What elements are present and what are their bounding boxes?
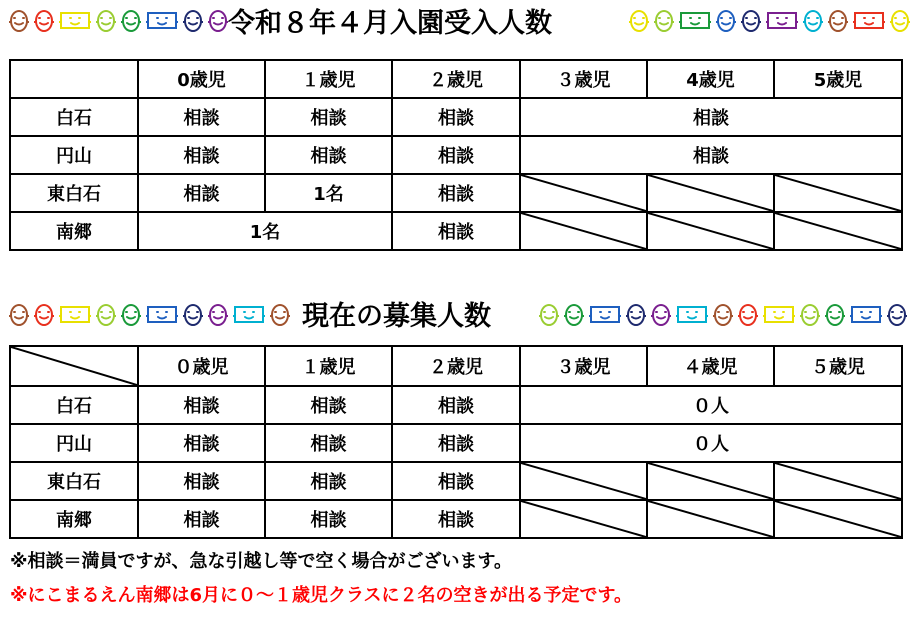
diagonal-line bbox=[648, 213, 773, 249]
doodle-character-icon bbox=[849, 302, 883, 328]
age-header: １歳児 bbox=[265, 346, 392, 386]
branch-name: 南郷 bbox=[10, 212, 138, 250]
table-cell: 相談 bbox=[265, 500, 392, 538]
not-applicable-cell bbox=[647, 462, 774, 500]
doodle-character-icon bbox=[653, 8, 675, 34]
doodle-character-icon bbox=[737, 302, 759, 328]
table-cell: 相談 bbox=[138, 424, 265, 462]
not-applicable-cell bbox=[520, 500, 647, 538]
branch-name: 円山 bbox=[10, 424, 138, 462]
not-applicable-cell bbox=[520, 462, 647, 500]
doodle-character-icon bbox=[650, 302, 672, 328]
doodle-character-icon bbox=[628, 8, 650, 34]
age-header: 4歳児 bbox=[647, 60, 774, 98]
footnote-vacancy: ※にこまるえん南郷は6月に０～１歳児クラスに２名の空きが出る予定です。 bbox=[10, 585, 633, 606]
table-cell-merged: 相談 bbox=[520, 98, 902, 136]
table-row bbox=[10, 386, 902, 424]
not-applicable-cell bbox=[774, 174, 902, 212]
diagonal-line bbox=[648, 501, 773, 537]
branch-name: 白石 bbox=[10, 98, 138, 136]
table-row bbox=[10, 174, 902, 212]
doodle-character-icon bbox=[145, 302, 179, 328]
table-cell: 相談 bbox=[138, 174, 265, 212]
doodle-character-icon bbox=[715, 8, 737, 34]
table-cell: 相談 bbox=[265, 462, 392, 500]
doodle-character-icon bbox=[538, 302, 560, 328]
age-header: ２歳児 bbox=[392, 60, 520, 98]
doodle-character-icon bbox=[58, 302, 92, 328]
doodle-character-icon bbox=[207, 302, 229, 328]
corner-cell bbox=[10, 346, 138, 386]
doodle-character-icon bbox=[678, 8, 712, 34]
decoration-right-2 bbox=[538, 300, 908, 330]
header-row bbox=[10, 346, 902, 386]
diagonal-line bbox=[521, 501, 646, 537]
not-applicable-cell bbox=[774, 462, 902, 500]
table-row bbox=[10, 424, 902, 462]
diagonal-line bbox=[775, 175, 901, 211]
branch-name: 白石 bbox=[10, 386, 138, 424]
table-cell: 相談 bbox=[392, 424, 520, 462]
branch-name: 南郷 bbox=[10, 500, 138, 538]
table-cell: 相談 bbox=[392, 98, 520, 136]
table-cell: 相談 bbox=[265, 386, 392, 424]
diagonal-line bbox=[775, 463, 901, 499]
doodle-character-icon bbox=[33, 8, 55, 34]
decoration-left-1 bbox=[8, 6, 229, 36]
doodle-character-icon bbox=[886, 302, 908, 328]
doodle-character-icon bbox=[799, 302, 821, 328]
doodle-character-icon bbox=[58, 8, 92, 34]
not-applicable-cell bbox=[774, 212, 902, 250]
doodle-character-icon bbox=[712, 302, 734, 328]
doodle-character-icon bbox=[33, 302, 55, 328]
diagonal-line bbox=[648, 463, 773, 499]
age-header: ２歳児 bbox=[392, 346, 520, 386]
not-applicable-cell bbox=[520, 212, 647, 250]
table-row bbox=[10, 98, 902, 136]
diagonal-line bbox=[521, 175, 646, 211]
doodle-character-icon bbox=[182, 302, 204, 328]
section1-title: 令和８年４月入園受入人数 bbox=[228, 8, 552, 39]
recruitment-table bbox=[9, 345, 903, 539]
doodle-character-icon bbox=[269, 302, 291, 328]
table-cell: 相談 bbox=[392, 462, 520, 500]
intake-table bbox=[9, 59, 903, 251]
table-cell: 相談 bbox=[392, 500, 520, 538]
age-header: ３歳児 bbox=[520, 60, 647, 98]
age-header: ４歳児 bbox=[647, 346, 774, 386]
doodle-character-icon bbox=[625, 302, 647, 328]
doodle-character-icon bbox=[765, 8, 799, 34]
table-cell: 相談 bbox=[392, 212, 520, 250]
doodle-character-icon bbox=[120, 302, 142, 328]
table-cell: 相談 bbox=[392, 136, 520, 174]
table-cell-merged: 1名 bbox=[138, 212, 392, 250]
diagonal-line bbox=[775, 213, 901, 249]
table-cell: 相談 bbox=[138, 462, 265, 500]
table-row bbox=[10, 462, 902, 500]
diagonal-line bbox=[521, 463, 646, 499]
doodle-character-icon bbox=[889, 8, 911, 34]
age-header: ０歳児 bbox=[138, 346, 265, 386]
doodle-character-icon bbox=[8, 302, 30, 328]
doodle-character-icon bbox=[232, 302, 266, 328]
table-cell: 相談 bbox=[138, 98, 265, 136]
table-cell: 相談 bbox=[265, 136, 392, 174]
table-cell: 相談 bbox=[138, 386, 265, 424]
branch-name: 東白石 bbox=[10, 174, 138, 212]
age-header: 0歳児 bbox=[138, 60, 265, 98]
doodle-character-icon bbox=[824, 302, 846, 328]
age-header: ５歳児 bbox=[774, 346, 902, 386]
table-cell-merged: ０人 bbox=[520, 424, 902, 462]
diagonal-line bbox=[648, 175, 773, 211]
doodle-character-icon bbox=[120, 8, 142, 34]
doodle-character-icon bbox=[95, 8, 117, 34]
table-row bbox=[10, 500, 902, 538]
table-cell: 相談 bbox=[265, 424, 392, 462]
not-applicable-cell bbox=[647, 212, 774, 250]
age-header: ３歳児 bbox=[520, 346, 647, 386]
doodle-character-icon bbox=[563, 302, 585, 328]
doodle-character-icon bbox=[8, 8, 30, 34]
not-applicable-cell bbox=[520, 174, 647, 212]
table-cell: 相談 bbox=[392, 386, 520, 424]
diagonal-line bbox=[11, 347, 137, 385]
decoration-right-1 bbox=[628, 6, 911, 36]
diagonal-line bbox=[775, 501, 901, 537]
branch-name: 円山 bbox=[10, 136, 138, 174]
table-cell: 相談 bbox=[138, 500, 265, 538]
not-applicable-cell bbox=[647, 500, 774, 538]
not-applicable-cell bbox=[774, 500, 902, 538]
section2-title: 現在の募集人数 bbox=[302, 301, 491, 332]
table-cell: 1名 bbox=[265, 174, 392, 212]
doodle-character-icon bbox=[802, 8, 824, 34]
doodle-character-icon bbox=[740, 8, 762, 34]
doodle-character-icon bbox=[588, 302, 622, 328]
table-row bbox=[10, 136, 902, 174]
header-row bbox=[10, 60, 902, 98]
doodle-character-icon bbox=[852, 8, 886, 34]
table-row bbox=[10, 212, 902, 250]
table-cell-merged: ０人 bbox=[520, 386, 902, 424]
doodle-character-icon bbox=[827, 8, 849, 34]
diagonal-line bbox=[521, 213, 646, 249]
footnote-consultation: ※相談＝満員ですが、急な引越し等で空く場合がございます。 bbox=[10, 551, 513, 572]
table-cell: 相談 bbox=[265, 98, 392, 136]
doodle-character-icon bbox=[145, 8, 179, 34]
doodle-character-icon bbox=[762, 302, 796, 328]
table-cell-merged: 相談 bbox=[520, 136, 902, 174]
doodle-character-icon bbox=[95, 302, 117, 328]
doodle-character-icon bbox=[182, 8, 204, 34]
corner-cell bbox=[10, 60, 138, 98]
doodle-character-icon bbox=[207, 8, 229, 34]
decoration-left-2 bbox=[8, 300, 291, 330]
age-header: １歳児 bbox=[265, 60, 392, 98]
doodle-character-icon bbox=[675, 302, 709, 328]
age-header: 5歳児 bbox=[774, 60, 902, 98]
table-cell: 相談 bbox=[138, 136, 265, 174]
table-cell: 相談 bbox=[392, 174, 520, 212]
not-applicable-cell bbox=[647, 174, 774, 212]
branch-name: 東白石 bbox=[10, 462, 138, 500]
